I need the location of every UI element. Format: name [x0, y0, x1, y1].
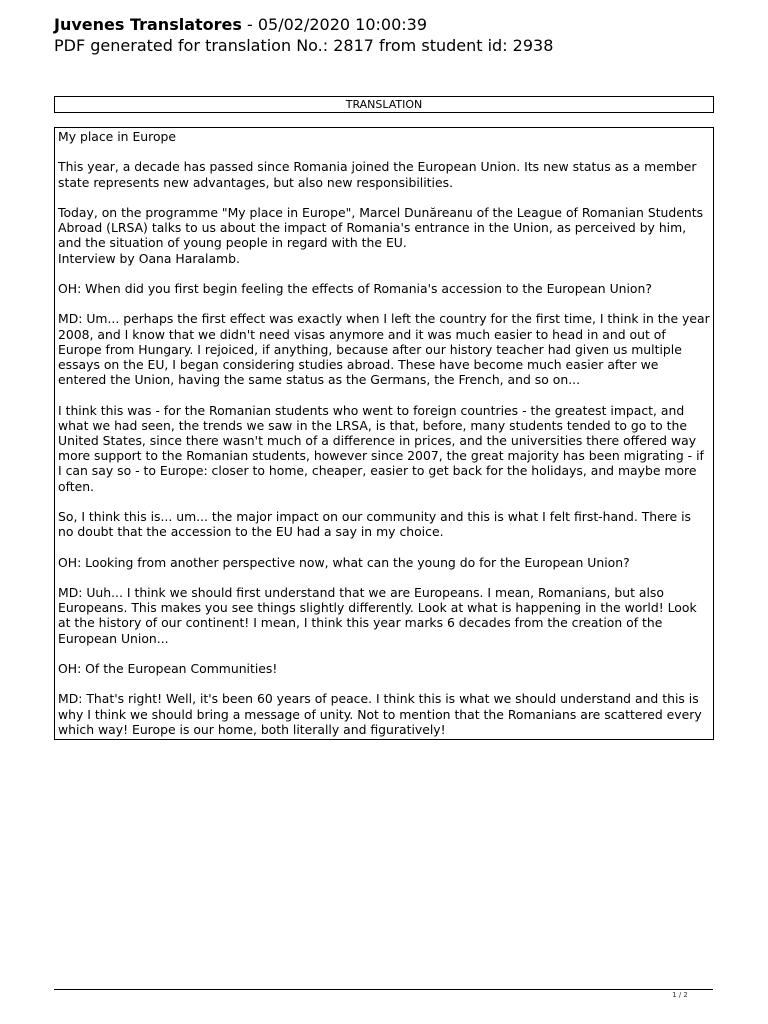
- question-paragraph: OH: When did you first begin feeling the effects of Romania's accession to the European Union?: [58, 280, 652, 296]
- answer-paragraph: So, I think this is... um... the major impact on our community and this is what I felt first-hand. There is no doubt that the accession to the EU had a say in my choice.: [58, 508, 692, 540]
- generation-datetime: - 05/02/2020 10:00:39: [241, 15, 428, 34]
- translation-text-box: [54, 127, 714, 740]
- intro-paragraph: This year, a decade has passed since Romania joined the European Union. Its new status as a member state represents new advantages, but also new responsibilities.: [58, 159, 697, 190]
- page-number: 1 / 2: [672, 991, 688, 999]
- programme-paragraph: [58, 205, 710, 266]
- translation-title: My place in Europe: [58, 129, 177, 144]
- question-paragraph: OH: Looking from another perspective now, what can the young do for the European Union?: [58, 554, 630, 570]
- document-header: [54, 14, 734, 56]
- brand-name: Juvenes Translatores: [54, 15, 242, 34]
- footer-divider: [54, 989, 713, 990]
- header-title-line: [54, 14, 734, 35]
- answer-paragraph: MD: Uuh... I think we should first understand that we are Europeans. I mean, Romanians, but also Europeans. This makes you see things slightly differently. Look at what is happening in the world! Look at the history of our continent! I mean, I think this year marks 6 decades from the creation of the European Union...: [58, 584, 697, 646]
- answer-paragraph: I think this was - for the Romanian students who went to foreign countries - the greatest impact, and what we had seen, the trends we saw in the LRSA, is that, before, many students tended to go to the United States, since there wasn't much of a difference in prices, and the universities there offered way more support to the Romanian students, however since 2007, the great majority has been migrating - if I can say so - to Europe: closer to home, cheaper, easier to get back for the holidays, and maybe more often.: [58, 402, 704, 494]
- answer-paragraph: MD: That's right! Well, it's been 60 years of peace. I think this is what we should understand and this is why I think we should bring a message of unity. Not to mention that the Romanians are scattered every which way! Europe is our home, both literally and figuratively!: [58, 691, 702, 737]
- section-title: TRANSLATION: [54, 96, 714, 113]
- question-paragraph: OH: Of the European Communities!: [58, 660, 278, 676]
- programme-text: Today, on the programme "My place in Europe", Marcel Dunăreanu of the League of Romanian Students Abroad (LRSA) talks to us about the impact of Romania's entrance in the Union, as perceived by him, and the situation of young people in regard with the EU.: [58, 204, 704, 251]
- header-subtitle: PDF generated for translation No.: 2817 from student id: 2938: [54, 36, 554, 55]
- interview-credit: Interview by Oana Haralamb.: [58, 250, 240, 266]
- answer-paragraph: MD: Um... perhaps the first effect was exactly when I left the country for the first time, I think in the year 2008, and I know that we didn't need visas anymore and it was much easier to head in and out of Europe from Hungary. I rejoiced, if anything, because after our history teacher had given us multiple essays on the EU, I began considering studies abroad. These have become much easier after we entered the Union, having the same status as the Germans, the French, and so on...: [58, 311, 710, 388]
